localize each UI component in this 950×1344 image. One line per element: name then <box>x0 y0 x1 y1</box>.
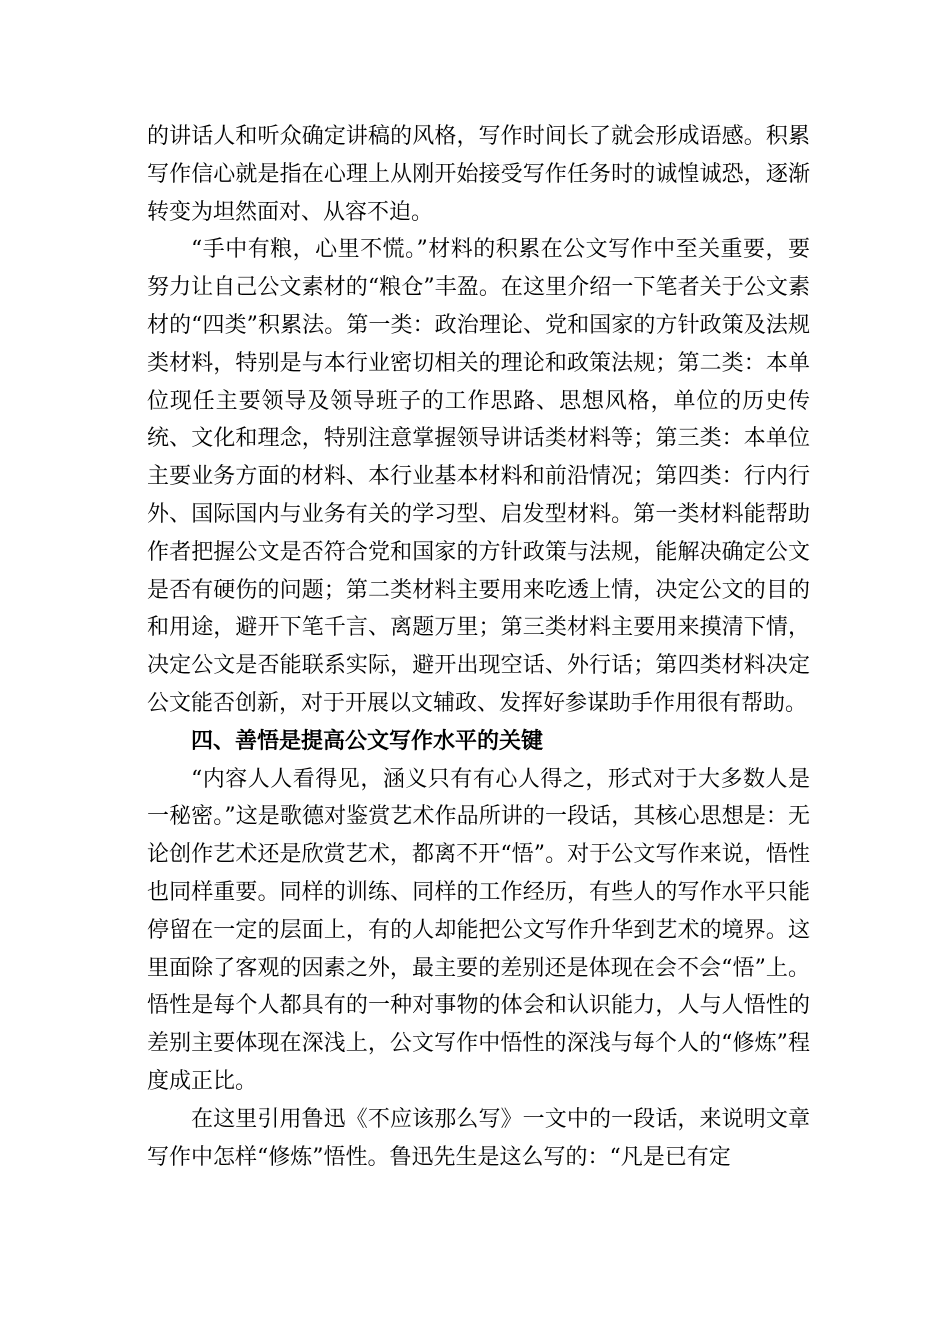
paragraph-goethe-quote: “内容人人看得见，涵义只有有心人得之，形式对于大多数人是一秘密。”这是歌德对鉴赏艺术作品所讲的一段话，其核心思想是：无论创作艺术还是欣赏艺术，都离不开“悟”。对于公文写作来说，悟性也同样重要。同样的训练、同样的工作经历，有些人的写作水平只能停留在一定的层面上，有的人却能把公文写作升华到艺术的境界。这里面除了客观的因素之外，最主要的差别还是体现在会不会“悟”上。悟性是每个人都具有的一种对事物的体会和认识能力，人与人悟性的差别主要体现在深浅上，公文写作中悟性的深浅与每个人的“修炼”程度成正比。 <box>147 766 810 1094</box>
section-heading: 四、善悟是提高公文写作水平的关键 <box>191 728 544 754</box>
document-body <box>147 118 810 1176</box>
paragraph-continuation: 的讲话人和听众确定讲稿的风格，写作时间长了就会形成语感。积累写作信心就是指在心理上从刚开始接受写作任务时的诚惶诚恐，逐渐转变为坦然面对、从容不迫。 <box>147 124 810 225</box>
paragraph-material-accumulation: “手中有粮，心里不慌。”材料的积累在公文写作中至关重要，要努力让自己公文素材的“粮仓”丰盈。在这里介绍一下笔者关于公文素材的“四类”积累法。第一类：政治理论、党和国家的方针政策及法规类材料，特别是与本行业密切相关的理论和政策法规；第二类：本单位现任主要领导及领导班子的工作思路、思想风格，单位的历史传统、文化和理念，特别注意掌握领导讲话类材料等；第三类：本单位主要业务方面的材料、本行业基本材料和前沿情况；第四类：行内行外、国际国内与业务有关的学习型、启发型材料。第一类材料能帮助作者把握公文是否符合党和国家的方针政策与法规，能解决确定公文是否有硬伤的问题；第二类材料主要用来吃透上情，决定公文的目的和用途，避开下笔千言、离题万里；第三类材料主要用来摸清下情，决定公文是否能联系实际，避开出现空话、外行话；第四类材料决定公文能否创新，对于开展以文辅政、发挥好参谋助手作用很有帮助。 <box>147 237 810 716</box>
paragraph-luxun-quote: 在这里引用鲁迅《不应该那么写》一文中的一段话，来说明文章写作中怎样“修炼”悟性。鲁迅先生是这么写的：“凡是已有定 <box>147 1106 810 1170</box>
